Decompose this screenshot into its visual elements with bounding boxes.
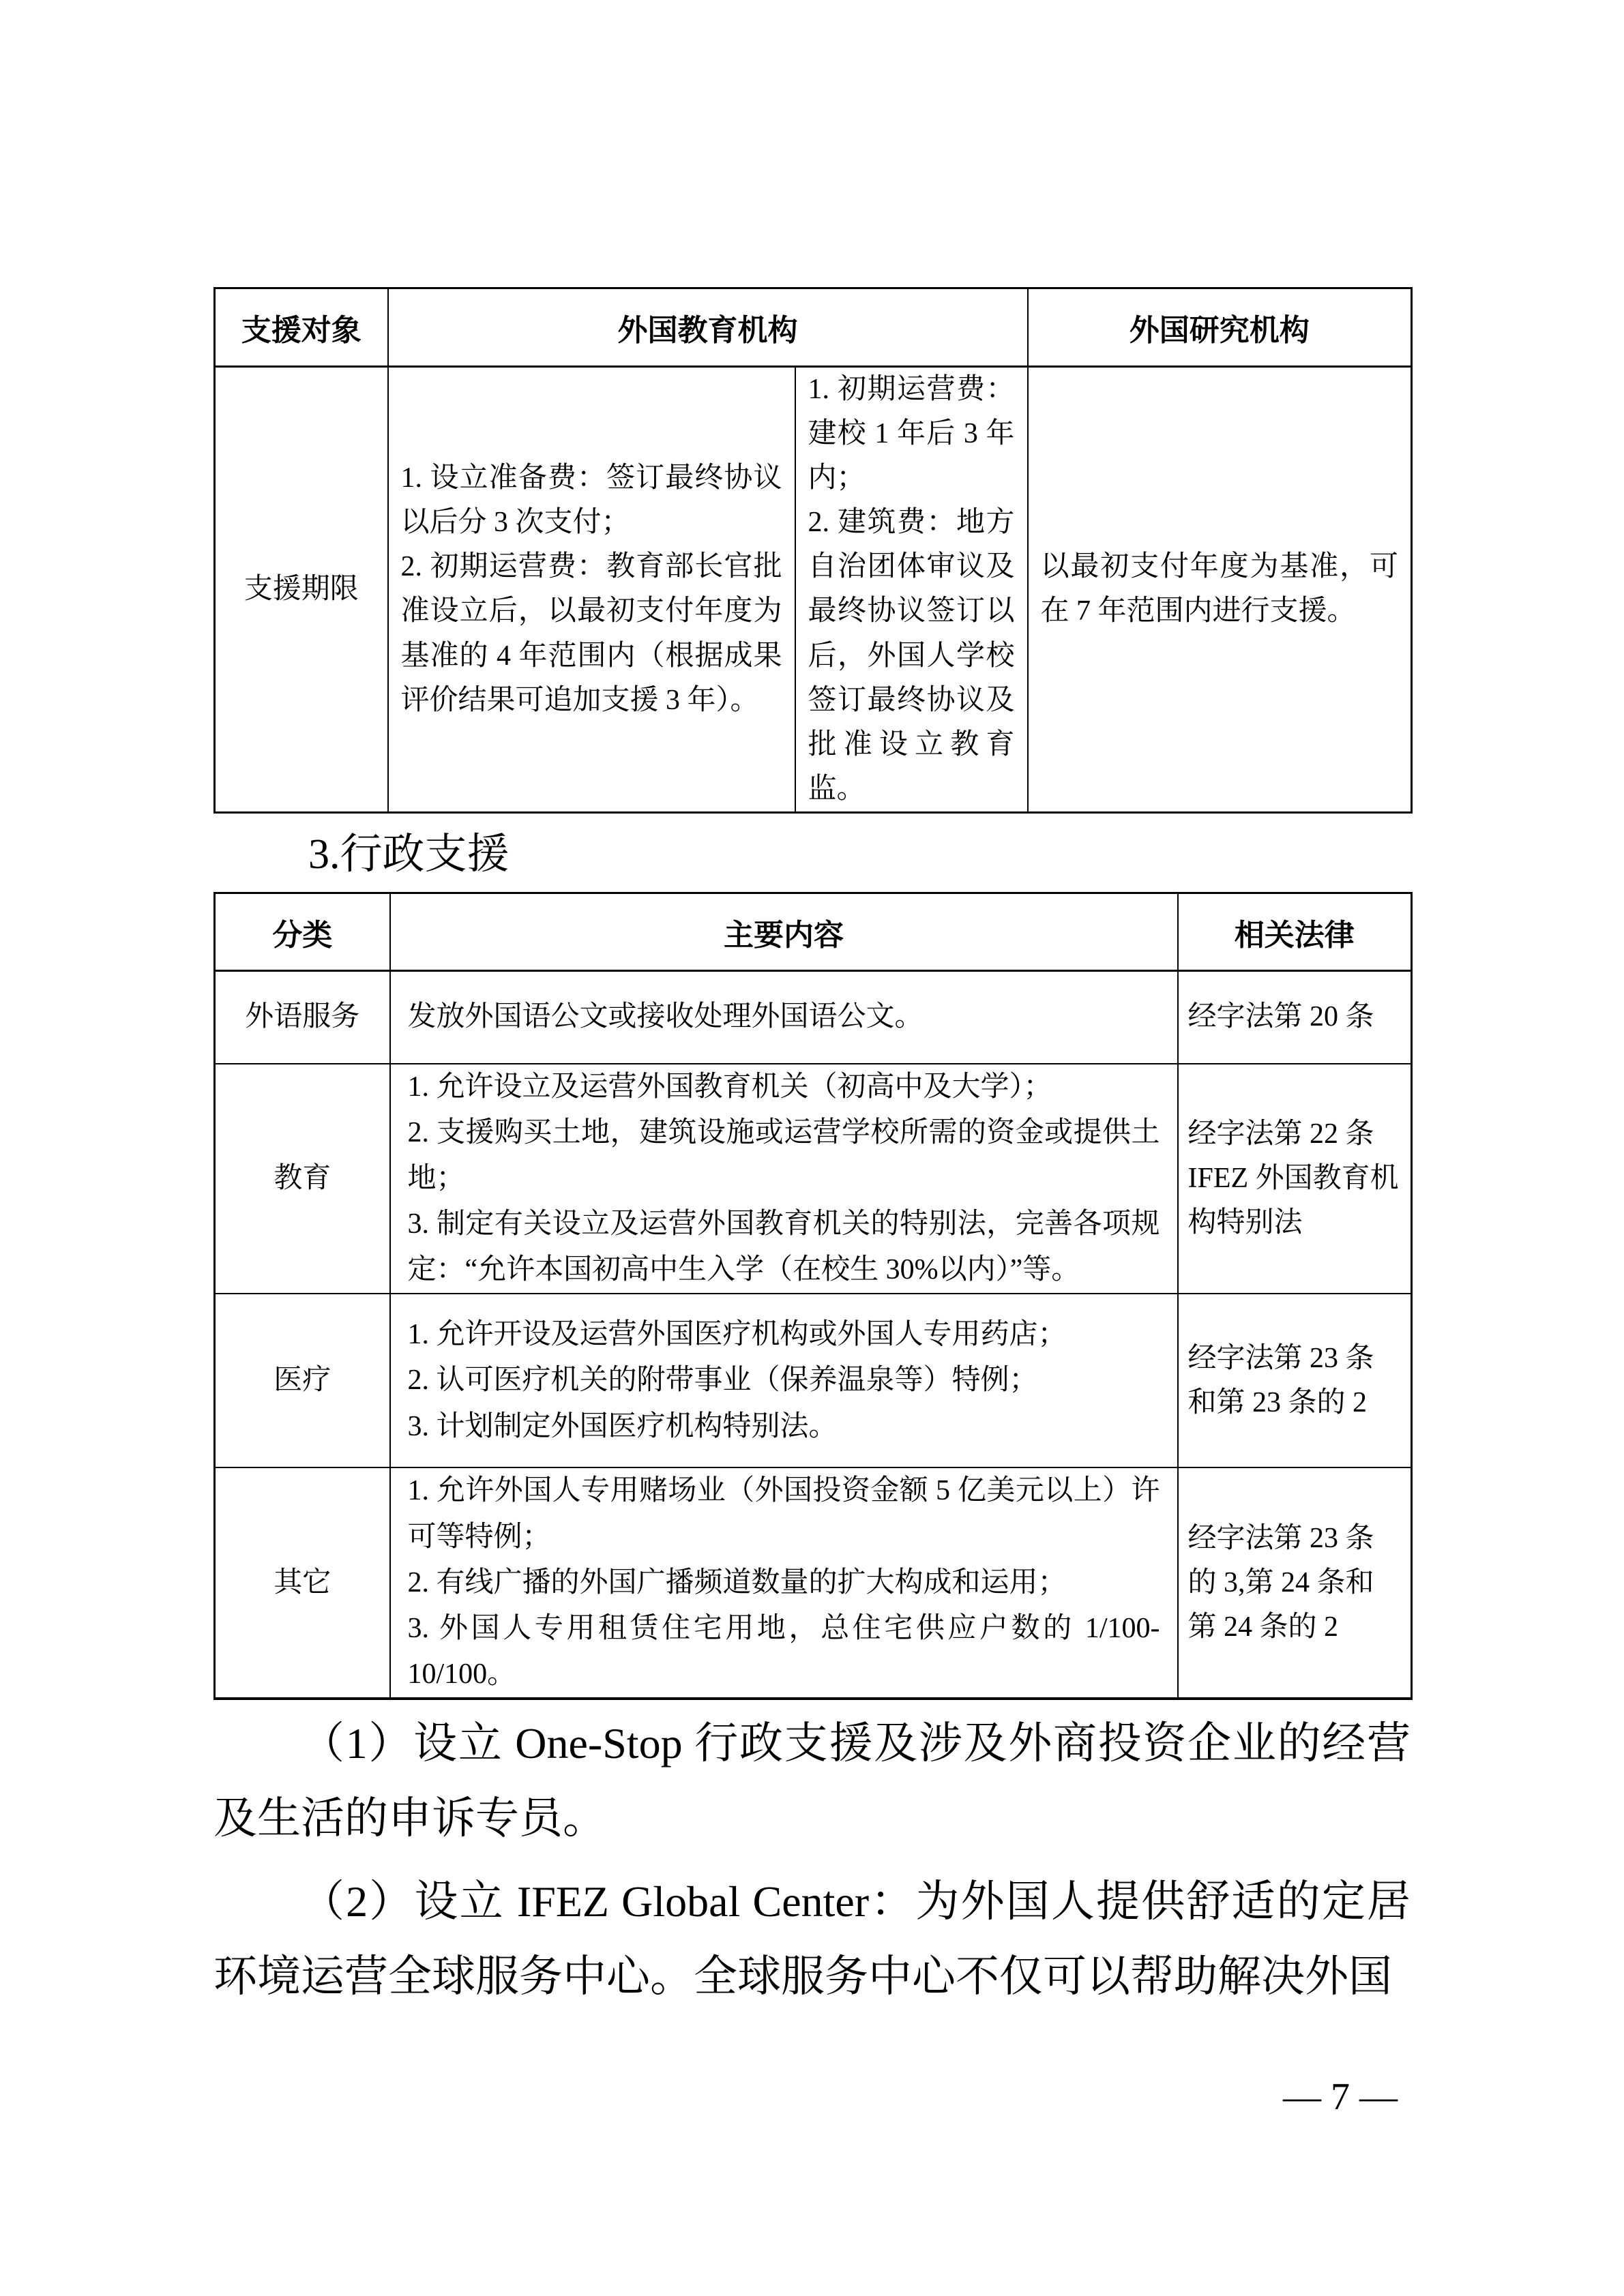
category-label: 其它	[215, 1467, 390, 1699]
header-foreign-research-institution: 外国研究机构	[1028, 288, 1412, 367]
header-foreign-education-institution: 外国教育机构	[388, 288, 1028, 367]
list-item: 1. 允许设立及运营外国教育机关（初高中及大学）；	[407, 1071, 1052, 1103]
list-item: 2. 初期运营费：教育部长官批准设立后，以最初支付年度为基准的 4 年范围内（根据成果评价结果可追加支援 3 年）。	[400, 551, 782, 716]
related-law-cell: 经字法第 20 条	[1178, 971, 1412, 1064]
main-content-cell	[390, 1294, 1178, 1467]
education-support-period-cell-a	[388, 367, 795, 813]
header-support-target: 支援对象	[215, 288, 388, 367]
main-content-cell	[390, 1467, 1178, 1699]
list-item: 2. 认可医疗机关的附带事业（保养温泉等）特例；	[407, 1365, 1038, 1397]
list-item: 3. 制定有关设立及运营外国教育机关的特别法，完善各项规定：“允许本国初高中生入学（在校生 30%以内）”等。	[407, 1208, 1160, 1286]
category-label: 医疗	[215, 1294, 390, 1467]
section-heading: 3.行政支援	[308, 831, 510, 878]
related-law-cell: 经字法第 23 条和第 23 条的 2	[1178, 1294, 1412, 1467]
table-row-education	[215, 1064, 1412, 1294]
list-item: 3. 计划制定外国医疗机构特别法。	[407, 1410, 838, 1442]
header-category: 分类	[215, 893, 390, 971]
support-period-label: 支援期限	[215, 367, 388, 813]
category-label: 教育	[215, 1064, 390, 1294]
support-target-table	[213, 287, 1413, 814]
header-related-law: 相关法律	[1178, 893, 1412, 971]
header-main-content: 主要内容	[390, 893, 1178, 971]
research-support-period-cell: 以最初支付年度为基准，可在 7 年范围内进行支援。	[1028, 367, 1412, 813]
page-number: — 7 —	[1283, 2076, 1398, 2118]
paragraph-global-center: （2）设立 IFEZ Global Center：为外国人提供舒适的定居环境运营全球服务中心。全球服务中心不仅可以帮助解决外国	[213, 1877, 1411, 2001]
list-item: 2. 支援购买土地，建筑设施或运营学校所需的资金或提供土地；	[407, 1116, 1160, 1194]
main-content-cell	[390, 1064, 1178, 1294]
list-item: 1. 允许开设及运营外国医疗机构或外国人专用药店；	[407, 1319, 1067, 1351]
education-support-period-cell-b	[795, 367, 1028, 813]
paragraph-one-stop: （1）设立 One-Stop 行政支援及涉及外商投资企业的经营及生活的申诉专员。	[213, 1719, 1411, 1843]
list-item: 1. 允许外国人专用赌场业（外国投资金额 5 亿美元以上）许可等特例；	[407, 1475, 1160, 1553]
main-content-cell	[390, 971, 1178, 1064]
list-item: 1. 初期运营费：建校 1 年后 3 年内；	[808, 374, 1015, 494]
admin-table-header-row	[215, 893, 1412, 971]
table-row-medical	[215, 1294, 1412, 1467]
table-row-language-service	[215, 971, 1412, 1064]
list-item: 发放外国语公文或接收处理外国语公文。	[407, 1001, 924, 1033]
list-item: 2. 建筑费：地方自治团体审议及最终协议签订以后，外国人学校签订最终协议及批准设立教育监。	[808, 507, 1015, 805]
related-law-cell: 经字法第 23 条的 3,第 24 条和第 24 条的 2	[1178, 1467, 1412, 1699]
list-item: 3. 外国人专用租赁住宅用地，总住宅供应户数的 1/100-10/100。	[407, 1613, 1160, 1690]
support-table-header-row	[215, 288, 1412, 367]
body-text	[213, 1706, 1411, 2014]
list-item: 1. 设立准备费：签订最终协议以后分 3 次支付；	[400, 462, 782, 539]
administrative-support-table	[213, 892, 1413, 1700]
related-law-cell: 经字法第 22 条 IFEZ 外国教育机构特别法	[1178, 1064, 1412, 1294]
list-item: 2. 有线广播的外国广播频道数量的扩大构成和运用；	[407, 1566, 1067, 1598]
category-label: 外语服务	[215, 971, 390, 1064]
table-row-others	[215, 1467, 1412, 1699]
support-period-row	[215, 367, 1412, 813]
